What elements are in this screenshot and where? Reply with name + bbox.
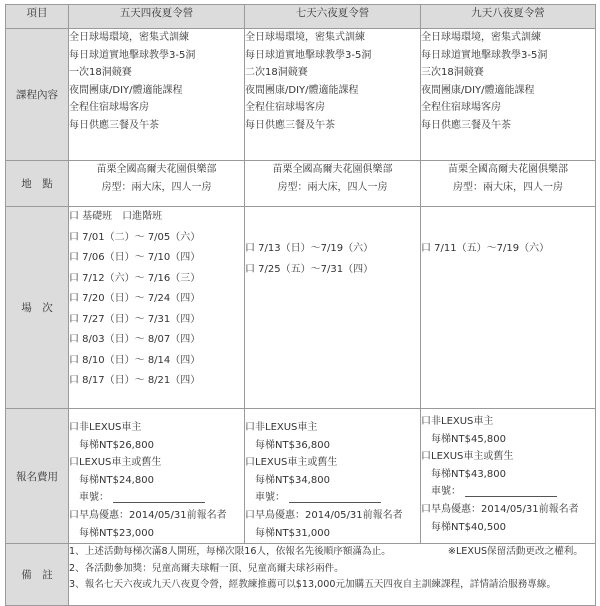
course-line: 一次18洞競賽: [69, 67, 132, 79]
course-line: 每日供應三餐及午茶: [69, 119, 159, 131]
course-line: 夜間團康/DIY/體適能課程: [69, 84, 183, 96]
course-line: 每日供應三餐及午茶: [245, 119, 335, 131]
course-line: 每日球道實地擊球教學3-5洞: [421, 49, 548, 61]
venue-name: 苗栗全國高爾夫花園俱樂部: [448, 164, 568, 175]
location-7day: [245, 161, 421, 207]
course-line: 夜間團康/DIY/體適能課程: [421, 84, 535, 96]
early-bird-option[interactable]: 口早鳥優惠：2014/05/31前報名者: [421, 503, 579, 515]
plate-label: 車號：: [79, 492, 109, 504]
course-line: 夜間團康/DIY/體適能課程: [245, 84, 359, 96]
notes-label: 備 註: [6, 544, 69, 606]
session-option[interactable]: 口 7/06（日）～ 7/10（四）: [69, 252, 201, 263]
note-2: 2、各活動參加獎：兒童高爾夫球帽一頂、兒童高爾夫球衫兩件。: [69, 562, 344, 574]
non-member-option[interactable]: 口非LEXUS車主: [421, 416, 494, 427]
fee-label: 報名費用: [6, 409, 69, 544]
plate-field: [245, 489, 420, 507]
session-option[interactable]: 口 7/27（日）～ 7/31（四）: [69, 313, 201, 325]
schedule-7day: [245, 207, 421, 409]
course-line: 二次18洞競賽: [245, 67, 308, 79]
non-member-option[interactable]: 口非LEXUS車主: [245, 422, 318, 433]
course-line: 全日球場環境，密集式訓練: [69, 32, 189, 43]
member-option[interactable]: 口LEXUS車主或舊生: [245, 457, 338, 469]
course-row: [6, 29, 596, 161]
room-type: 房型：兩大床，四人一房: [277, 182, 388, 193]
early-bird-price: 每梯NT$23,000: [79, 527, 154, 539]
header-5day: 五天四夜夏令營: [69, 5, 245, 29]
course-line: 每日供應三餐及午茶: [421, 119, 511, 131]
rights-note: ※LEXUS保留活動更改之權利。: [447, 546, 583, 557]
course-line: 全程住宿球場客房: [245, 102, 325, 114]
venue-name: 苗栗全國高爾夫花園俱樂部: [272, 164, 393, 175]
session-option[interactable]: 口 7/12（六）～ 7/16（三）: [69, 272, 201, 284]
non-member-price: 每梯NT$45,800: [431, 433, 506, 445]
course-line: 全日球場環境，密集式訓練: [421, 32, 541, 43]
header-item: 項目: [6, 5, 69, 29]
non-member-option[interactable]: 口非LEXUS車主: [69, 422, 142, 433]
early-bird-option[interactable]: 口早鳥優惠：2014/05/31前報名者: [245, 509, 403, 521]
location-row: [6, 161, 596, 207]
note-1-text: 1、上述活動每梯次滿8人開班，每梯次限16人，依報名先後順序額滿為止。: [69, 546, 391, 557]
early-bird-price: 每梯NT$31,000: [255, 527, 330, 539]
course-line: 全日球場環境，密集式訓練: [245, 32, 365, 43]
note-1: [69, 544, 595, 561]
schedule-label: 場 次: [6, 207, 69, 409]
notes-content: [69, 544, 596, 606]
plate-label: 車號：: [431, 486, 461, 498]
location-5day: [69, 161, 245, 207]
member-price: 每梯NT$24,800: [79, 474, 154, 486]
course-9day: [421, 29, 596, 161]
header-row: [6, 5, 596, 29]
header-7day: 七天六夜夏令營: [245, 5, 421, 29]
plate-label: 車號：: [255, 492, 285, 504]
session-option[interactable]: 口 8/17（日）～ 8/21（四）: [69, 375, 201, 386]
course-5day: [69, 29, 245, 161]
early-bird-option[interactable]: 口早鳥優惠：2014/05/31前報名者: [69, 509, 227, 521]
plate-input[interactable]: [465, 486, 557, 497]
plate-input[interactable]: [113, 492, 205, 503]
session-option[interactable]: 口 8/03（日）～ 8/07（四）: [69, 334, 201, 345]
course-line: 每日球道實地擊球教學3-5洞: [245, 49, 372, 61]
fee-9day: [421, 409, 596, 544]
class-type-options[interactable]: 口 基礎班 口進階班: [69, 211, 163, 222]
fee-7day: [245, 409, 421, 544]
session-option[interactable]: 口 7/11（五）～7/19（六）: [421, 243, 550, 254]
notes-row: [6, 544, 596, 606]
course-label: 課程內容: [6, 29, 69, 161]
camp-table: [5, 4, 596, 606]
session-option[interactable]: 口 7/25（五）～7/31（四）: [245, 263, 374, 275]
header-9day: 九天八夜夏令營: [421, 5, 596, 29]
plate-field: [421, 483, 595, 501]
room-type: 房型：兩大床，四人一房: [101, 182, 212, 193]
fee-5day: [69, 409, 245, 544]
course-line: 每日球道實地擊球教學3-5洞: [69, 49, 196, 61]
member-price: 每梯NT$34,800: [255, 474, 330, 486]
venue-name: 苗栗全國高爾夫花園俱樂部: [96, 164, 217, 175]
location-9day: [421, 161, 596, 207]
course-7day: [245, 29, 421, 161]
non-member-price: 每梯NT$36,800: [255, 439, 330, 451]
session-option[interactable]: 口 7/13（日）～7/19（六）: [245, 243, 374, 254]
schedule-row: [6, 207, 596, 409]
plate-field: [69, 489, 244, 507]
schedule-9day: [421, 207, 596, 409]
session-option[interactable]: 口 7/01（二）～ 7/05（六）: [69, 231, 201, 243]
member-option[interactable]: 口LEXUS車主或舊生: [69, 457, 162, 469]
plate-input[interactable]: [289, 492, 381, 503]
location-label: 地 點: [6, 161, 69, 207]
member-price: 每梯NT$43,800: [431, 468, 506, 480]
non-member-price: 每梯NT$26,800: [79, 439, 154, 451]
course-line: 三次18洞競賽: [421, 67, 484, 79]
schedule-5day: [69, 207, 245, 409]
note-3: 3、報名七天六夜或九天八夜夏令營，經教練推薦可以$13,000元加購五天四夜自主訓練課程，詳情請洽服務專線。: [69, 579, 557, 590]
session-option[interactable]: 口 8/10（日）～ 8/14（四）: [69, 354, 201, 366]
room-type: 房型：兩大床，四人一房: [453, 182, 563, 193]
member-option[interactable]: 口LEXUS車主或舊生: [421, 451, 514, 463]
course-line: 全程住宿球場客房: [421, 102, 501, 114]
course-line: 全程住宿球場客房: [69, 102, 149, 114]
fee-row: [6, 409, 596, 544]
session-option[interactable]: 口 7/20（日）～ 7/24（四）: [69, 293, 201, 304]
early-bird-price: 每梯NT$40,500: [431, 521, 506, 533]
